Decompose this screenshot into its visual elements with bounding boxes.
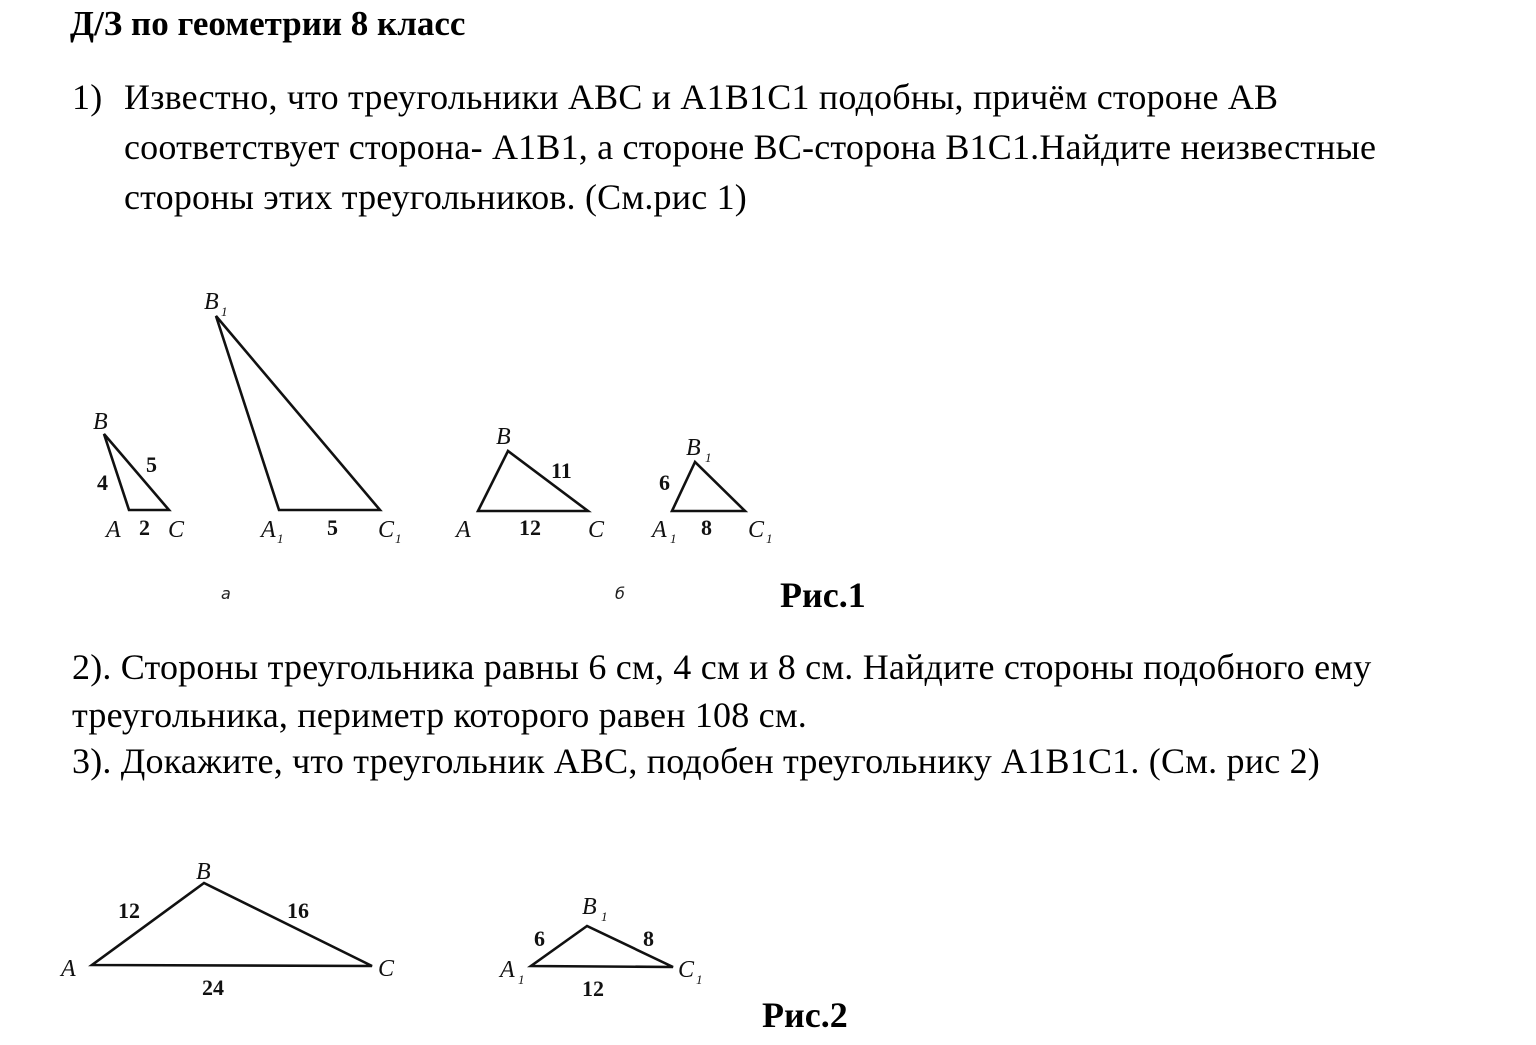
svg-text:1: 1: [696, 972, 703, 987]
task-3-line: 3). Докажите, что треугольник ABC, подобен треугольнику A1B1C1. (См. рис 2): [72, 741, 1320, 781]
side-label-b1c1: 8: [643, 926, 654, 951]
vertex-label-a1: A: [261, 517, 276, 543]
svg-text:1: 1: [766, 531, 773, 546]
vertex-label-b1: B: [204, 289, 219, 315]
subfigure-label-a: а: [221, 584, 231, 603]
side-label-a1c1: 8: [701, 515, 712, 540]
vertex-label-b1: B: [582, 894, 597, 920]
document-title: Д/З по геометрии 8 класс: [70, 4, 466, 43]
vertex-label-b: B: [496, 424, 511, 450]
svg-text:1: 1: [670, 531, 677, 546]
vertex-label-a: A: [106, 517, 121, 543]
side-label-bc: 5: [146, 452, 157, 477]
figure-2-caption: Рис.2: [762, 995, 848, 1035]
side-label-ac: 12: [519, 515, 541, 540]
side-label-a1c1: 12: [582, 976, 604, 1001]
svg-text:1: 1: [601, 909, 608, 924]
svg-text:1: 1: [221, 304, 228, 319]
task-1-line-2: соответствует сторона- A1B1, а стороне BC-сторона B1C1.Найдите неизвестные: [124, 127, 1377, 167]
task-2-line-1: 2). Стороны треугольника равны 6 см, 4 см и 8 см. Найдите стороны подобного ему: [72, 647, 1372, 687]
vertex-label-b: B: [93, 409, 108, 435]
vertex-label-c: C: [588, 517, 605, 543]
side-label-bc: 11: [551, 458, 572, 483]
side-label-bc: 16: [287, 898, 309, 923]
side-label-a1c1: 5: [327, 515, 338, 540]
vertex-label-b: B: [196, 859, 211, 885]
vertex-label-c1: C: [678, 957, 695, 983]
task-1-number: 1): [72, 77, 103, 117]
triangle-a1b1c1-large: [216, 316, 380, 510]
task-2-line-2: треугольника, периметр которого равен 108 см.: [72, 695, 808, 735]
side-label-ab: 12: [118, 898, 140, 923]
triangle-a1b1c1-b: [672, 462, 745, 511]
side-label-ab: 4: [97, 470, 108, 495]
vertex-label-c: C: [168, 517, 185, 543]
triangle-abc-fig2: [92, 883, 372, 966]
side-label-a1b1: 6: [534, 926, 545, 951]
figure-1-caption: Рис.1: [780, 575, 866, 615]
triangle-abc-small: [104, 434, 169, 510]
side-label-ac: 24: [202, 975, 224, 1000]
task-1-line-3: стороны этих треугольников. (См.рис 1): [124, 177, 747, 217]
vertex-label-a: A: [61, 956, 76, 982]
vertex-label-a1: A: [500, 957, 515, 983]
vertex-label-a1: A: [652, 517, 667, 543]
vertex-label-a: A: [456, 517, 471, 543]
vertex-label-c1: C: [378, 517, 395, 543]
vertex-label-c: C: [378, 956, 395, 982]
vertex-label-b1: B: [686, 435, 701, 461]
svg-text:1: 1: [395, 531, 402, 546]
side-label-a1b1: 6: [659, 470, 670, 495]
vertex-label-c1: C: [748, 517, 765, 543]
side-label-ac: 2: [139, 515, 150, 540]
task-1-line-1: Известно, что треугольники ABC и A1B1C1 подобны, причём стороне AB: [124, 77, 1279, 117]
svg-text:1: 1: [518, 972, 525, 987]
svg-text:1: 1: [705, 450, 712, 465]
svg-text:1: 1: [277, 531, 284, 546]
subfigure-label-b: б: [615, 584, 625, 603]
